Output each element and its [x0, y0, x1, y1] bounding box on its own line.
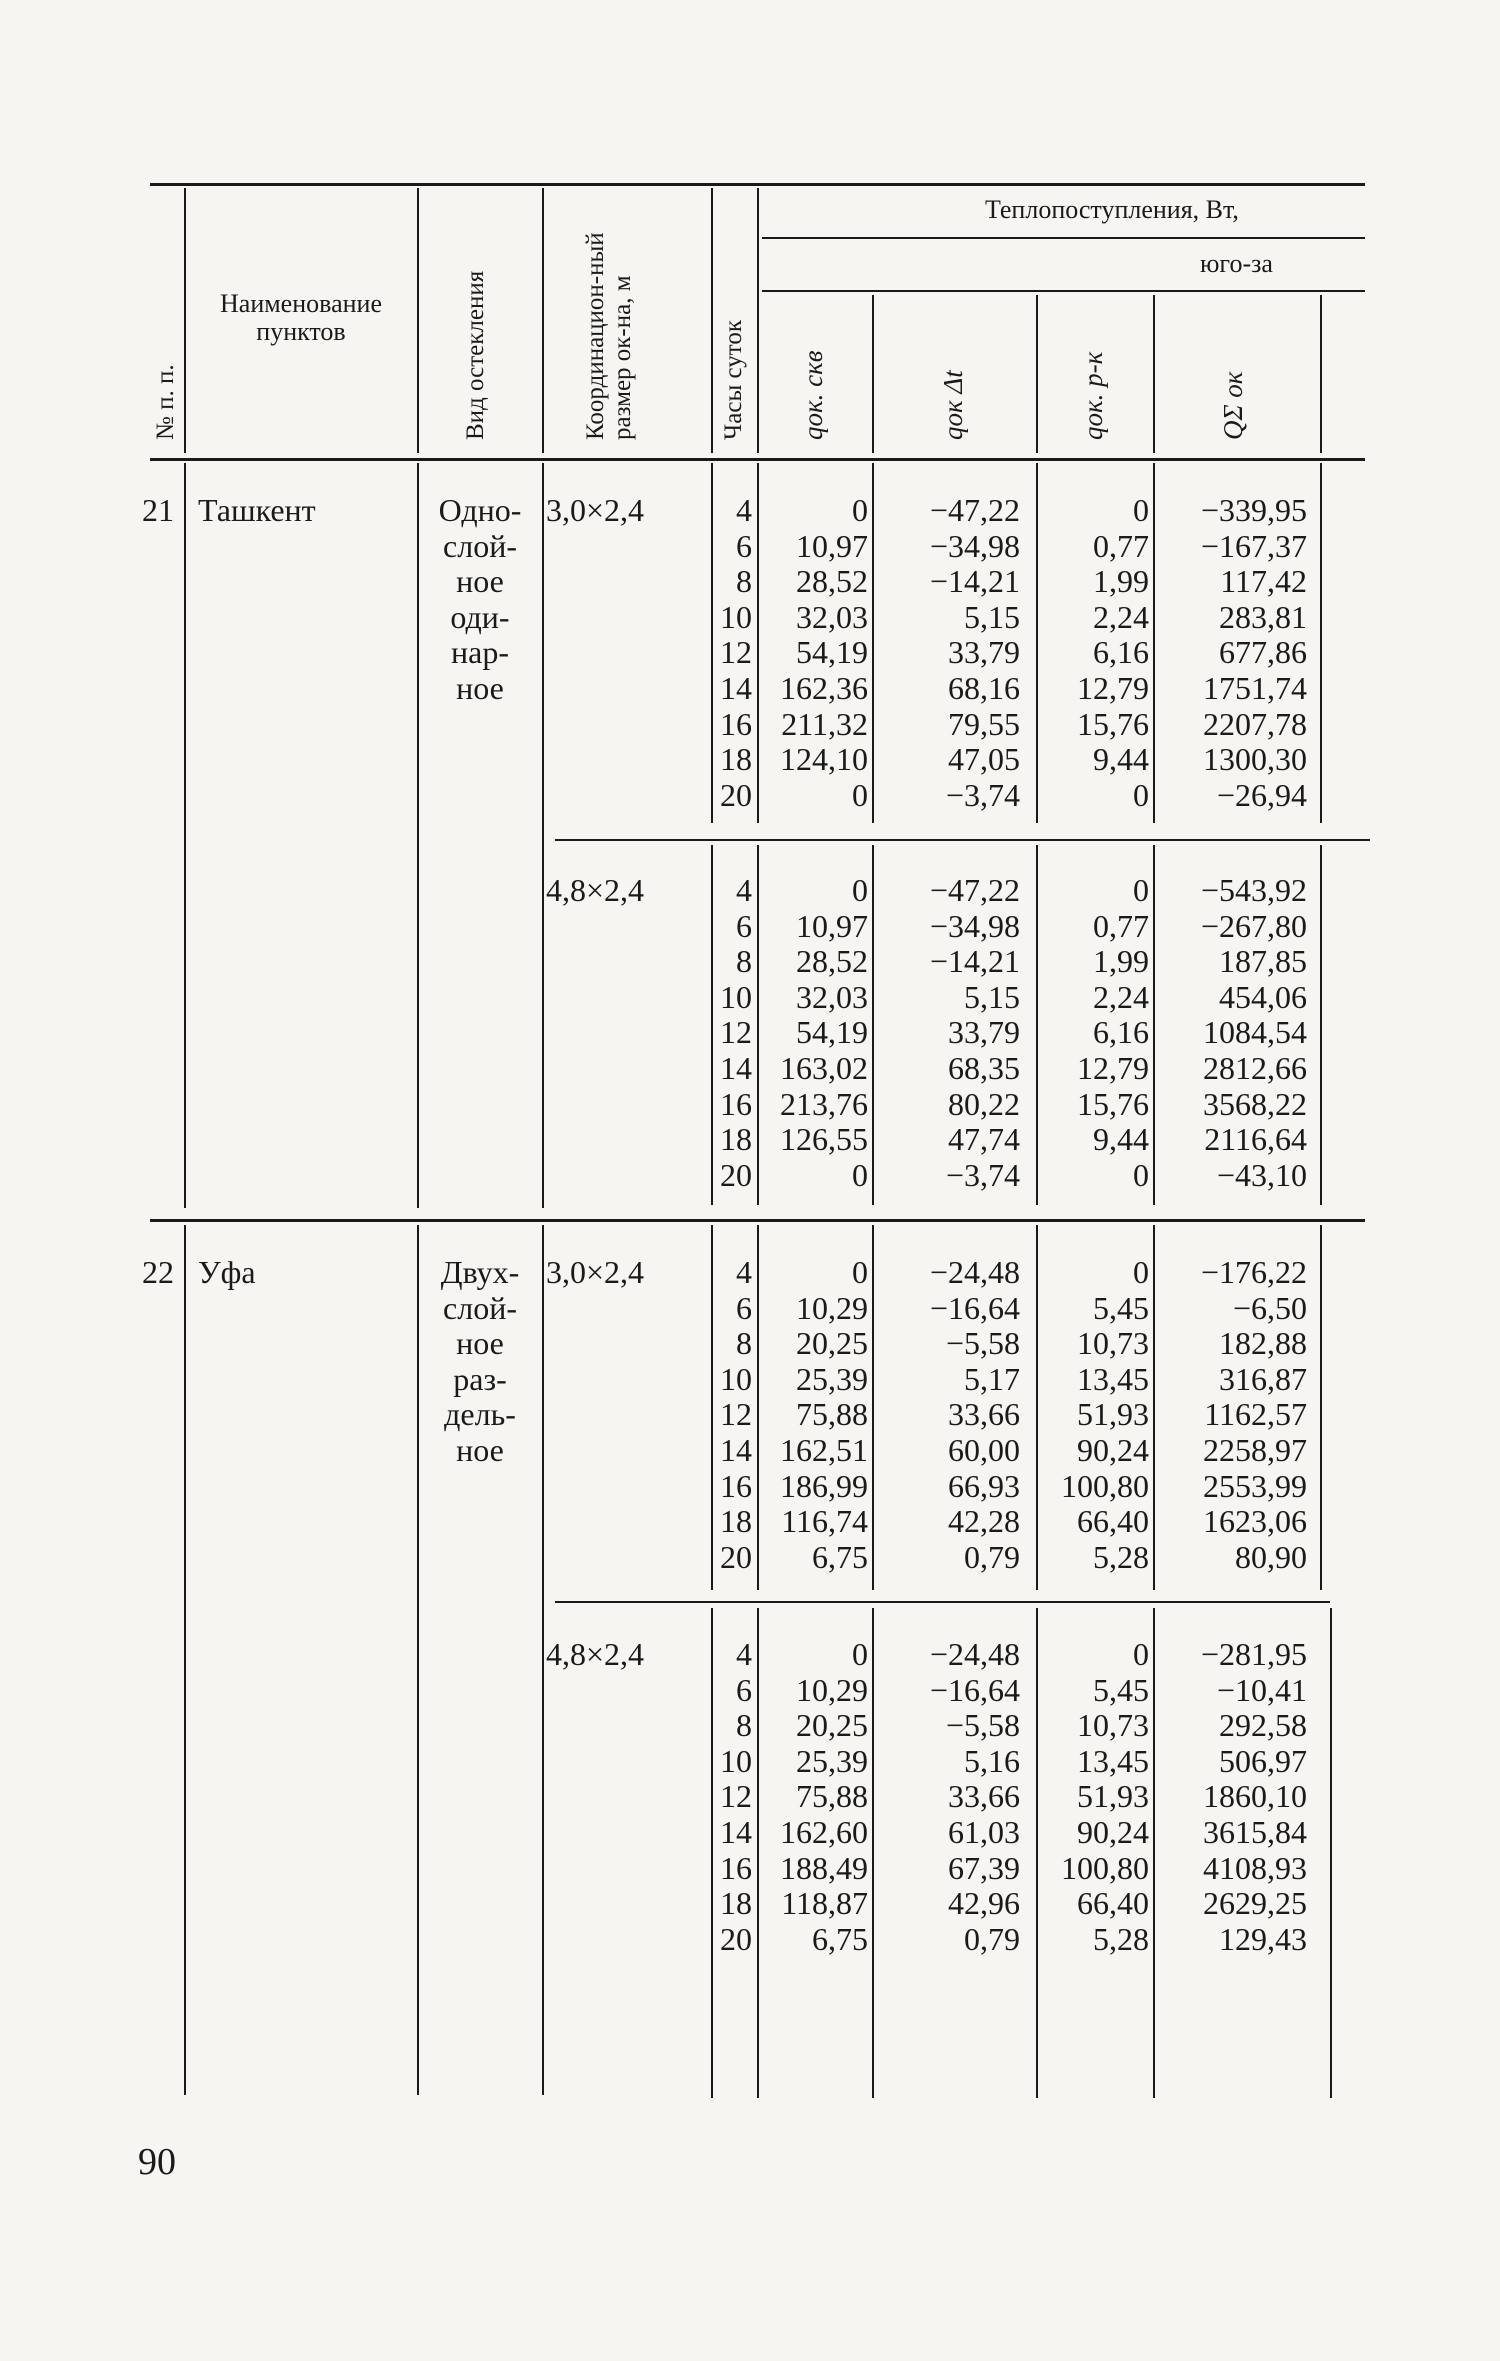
table-cell: 10 — [720, 1742, 752, 1779]
table-cell: 20,25 — [796, 1707, 868, 1744]
table-cell: 283,81 — [1219, 598, 1307, 635]
col-rule — [1320, 463, 1322, 823]
table-cell: 32,03 — [796, 598, 868, 635]
table-cell: 4 — [736, 1254, 752, 1290]
col-rule — [872, 295, 874, 453]
table-cell: 14 — [720, 1431, 752, 1468]
table-cell: 0 — [852, 492, 868, 528]
table-cell: 6 — [736, 1671, 752, 1708]
entry-separator — [150, 1219, 1365, 1222]
table-cell: 188,49 — [780, 1849, 868, 1886]
table-cell: 0 — [1133, 492, 1149, 528]
q-skv-column — [758, 1637, 868, 1957]
header-number: № п. п. — [152, 364, 179, 440]
table-cell: 5,15 — [964, 978, 1020, 1015]
table-cell: 25,39 — [796, 1360, 868, 1397]
table-cell: 33,79 — [948, 634, 1020, 671]
entry-name: Ташкент — [198, 492, 316, 528]
table-cell: 18 — [720, 1503, 752, 1540]
table-cell: 16 — [720, 1849, 752, 1886]
col-rule — [872, 1608, 874, 2098]
q-dt-column — [875, 493, 1020, 813]
table-cell: 68,35 — [948, 1049, 1020, 1086]
q-dt-column — [875, 1637, 1020, 1957]
block-size: 4,8×2,4 — [546, 1636, 645, 1672]
table-cell: −3,74 — [945, 1156, 1020, 1193]
table-cell: 10,29 — [796, 1671, 868, 1708]
table-cell: 163,02 — [780, 1049, 868, 1086]
table-cell: 100,80 — [1061, 1467, 1149, 1504]
table-cell: 213,76 — [780, 1085, 868, 1122]
table-cell: 124,10 — [780, 741, 868, 778]
table-cell: 12 — [720, 1778, 752, 1815]
table-cell: 0 — [852, 1156, 868, 1193]
entry-number: 21 — [142, 492, 174, 528]
table-cell: 20 — [720, 776, 752, 813]
table-cell: 5,45 — [1093, 1289, 1149, 1326]
table-cell: 80,22 — [948, 1085, 1020, 1122]
table-cell: 67,39 — [948, 1849, 1020, 1886]
col-rule — [184, 188, 186, 453]
col-rule — [757, 188, 759, 453]
table-cell: 10,29 — [796, 1289, 868, 1326]
table-cell: 2,24 — [1093, 598, 1149, 635]
table-cell: 117,42 — [1220, 563, 1307, 600]
table-cell: 6,16 — [1093, 634, 1149, 671]
table-cell: 1,99 — [1093, 563, 1149, 600]
table-cell: 12 — [720, 634, 752, 671]
q-skv-column — [758, 873, 868, 1193]
table-cell: 66,40 — [1077, 1503, 1149, 1540]
col-rule — [1320, 845, 1322, 1205]
table-cell: 54,19 — [796, 634, 868, 671]
table-cell: −6,50 — [1232, 1289, 1307, 1326]
col-rule — [872, 845, 874, 1205]
table-cell: −543,92 — [1200, 872, 1307, 908]
table-cell: 12,79 — [1077, 1049, 1149, 1086]
hours-column — [712, 1637, 752, 1957]
col-rule — [417, 463, 419, 1208]
table-cell: 66,93 — [948, 1467, 1020, 1504]
header-heat-gains: Теплопоступления, Вт, — [985, 195, 1239, 224]
table-cell: 12 — [720, 1014, 752, 1051]
hours-column — [712, 873, 752, 1193]
table-cell: 51,93 — [1077, 1396, 1149, 1433]
table-cell: 33,79 — [948, 1014, 1020, 1051]
table-cell: −14,21 — [929, 943, 1020, 980]
table-cell: 51,93 — [1077, 1778, 1149, 1815]
hours-column — [712, 1255, 752, 1575]
table-cell: 187,85 — [1219, 943, 1307, 980]
table-cell: 80,90 — [1235, 1538, 1307, 1575]
table-cell: 2629,25 — [1203, 1885, 1307, 1922]
table-cell: −339,95 — [1200, 492, 1307, 528]
table-cell: 16 — [720, 705, 752, 742]
page-number: 90 — [138, 2141, 176, 2183]
table-cell: −24,48 — [929, 1254, 1020, 1290]
entry-glazing: Одно- слой- ное оди- нар- ное — [438, 492, 522, 706]
col-rule — [1320, 295, 1322, 453]
table-cell: 0 — [1133, 1156, 1149, 1193]
table-cell: 20 — [720, 1156, 752, 1193]
table-cell: 2553,99 — [1203, 1467, 1307, 1504]
table-cell: 5,28 — [1093, 1920, 1149, 1957]
q-skv-column — [758, 1255, 868, 1575]
table-top-rule — [150, 183, 1365, 186]
col-rule — [1330, 1608, 1332, 2098]
table-cell: −43,10 — [1216, 1156, 1307, 1193]
table-cell: 9,44 — [1093, 741, 1149, 778]
header-name: Наименование пунктов — [220, 289, 382, 346]
table-cell: 1,99 — [1093, 943, 1149, 980]
table-cell: −34,98 — [929, 527, 1020, 564]
table-cell: 6 — [736, 907, 752, 944]
block-separator-22 — [555, 1601, 1330, 1603]
table-cell: 54,19 — [796, 1014, 868, 1051]
header-subgroup-rule — [762, 290, 1365, 292]
table-cell: −176,22 — [1200, 1254, 1307, 1290]
table-cell: 2207,78 — [1203, 705, 1307, 742]
table-cell: −267,80 — [1200, 907, 1307, 944]
table-cell: 182,88 — [1219, 1325, 1307, 1362]
header-orientation: юго-за — [1200, 249, 1273, 278]
table-cell: 90,24 — [1077, 1813, 1149, 1850]
table-cell: 8 — [736, 1707, 752, 1744]
table-cell: 126,55 — [780, 1121, 868, 1158]
table-cell: 32,03 — [796, 978, 868, 1015]
table-cell: 1084,54 — [1203, 1014, 1307, 1051]
table-cell: 10,97 — [796, 527, 868, 564]
header-q-sum: QΣ ок — [1218, 371, 1248, 440]
table-cell: 28,52 — [796, 563, 868, 600]
table-cell: 10 — [720, 1360, 752, 1397]
q-rk-column — [1038, 493, 1149, 813]
table-cell: −34,98 — [929, 907, 1020, 944]
col-rule — [711, 188, 713, 453]
table-cell: 28,52 — [796, 943, 868, 980]
q-dt-column — [875, 873, 1020, 1193]
table-cell: −24,48 — [929, 1636, 1020, 1672]
table-cell: 8 — [736, 1325, 752, 1362]
table-cell: 8 — [736, 563, 752, 600]
table-cell: 186,99 — [780, 1467, 868, 1504]
table-cell: 12 — [720, 1396, 752, 1433]
table-cell: 4 — [736, 872, 752, 908]
table-cell: 14 — [720, 669, 752, 706]
header-q-dt: qок Δt — [938, 370, 968, 440]
table-cell: 1300,30 — [1203, 741, 1307, 778]
q-sum-column — [1155, 1637, 1307, 1957]
table-cell: 42,96 — [948, 1885, 1020, 1922]
table-cell: −16,64 — [929, 1671, 1020, 1708]
q-dt-column — [875, 1255, 1020, 1575]
entry-number: 22 — [142, 1254, 174, 1290]
table-cell: 6 — [736, 527, 752, 564]
header-glazing: Вид остекления — [462, 270, 489, 440]
table-cell: 454,06 — [1219, 978, 1307, 1015]
table-cell: 20,25 — [796, 1325, 868, 1362]
table-cell: 16 — [720, 1085, 752, 1122]
entry-name: Уфа — [198, 1254, 256, 1290]
table-cell: 15,76 — [1077, 1085, 1149, 1122]
table-cell: 10,73 — [1077, 1707, 1149, 1744]
table-cell: −26,94 — [1216, 776, 1307, 813]
table-cell: 25,39 — [796, 1742, 868, 1779]
table-cell: 10 — [720, 598, 752, 635]
table-cell: 1751,74 — [1203, 669, 1307, 706]
block-separator-21 — [555, 839, 1370, 841]
col-rule — [872, 463, 874, 823]
table-cell: −5,58 — [945, 1325, 1020, 1362]
table-cell: −3,74 — [945, 776, 1020, 813]
table-cell: 677,86 — [1219, 634, 1307, 671]
table-cell: 68,16 — [948, 669, 1020, 706]
table-cell: 1623,06 — [1203, 1503, 1307, 1540]
table-cell: 1860,10 — [1203, 1778, 1307, 1815]
table-cell: 0 — [1133, 776, 1149, 813]
table-cell: −14,21 — [929, 563, 1020, 600]
col-rule — [1320, 1225, 1322, 1590]
table-cell: −10,41 — [1216, 1671, 1307, 1708]
table-cell: 0 — [1133, 872, 1149, 908]
col-rule — [872, 1225, 874, 1590]
table-cell: 47,05 — [948, 741, 1020, 778]
table-cell: 0,77 — [1093, 527, 1149, 564]
table-cell: 8 — [736, 943, 752, 980]
table-cell: 79,55 — [948, 705, 1020, 742]
q-sum-column — [1155, 1255, 1307, 1575]
table-cell: 18 — [720, 1121, 752, 1158]
table-cell: 6 — [736, 1289, 752, 1326]
table-cell: 0 — [1133, 1636, 1149, 1672]
col-rule — [184, 1225, 186, 2095]
table-cell: 18 — [720, 741, 752, 778]
table-cell: 2,24 — [1093, 978, 1149, 1015]
table-cell: 90,24 — [1077, 1431, 1149, 1468]
table-cell: 5,15 — [964, 598, 1020, 635]
table-cell: 66,40 — [1077, 1885, 1149, 1922]
table-cell: 506,97 — [1219, 1742, 1307, 1779]
table-cell: −167,37 — [1200, 527, 1307, 564]
table-cell: 0 — [852, 776, 868, 813]
table-cell: 6,16 — [1093, 1014, 1149, 1051]
table-cell: 16 — [720, 1467, 752, 1504]
table-cell: 5,28 — [1093, 1538, 1149, 1575]
col-rule — [542, 463, 544, 1208]
table-cell: 10,97 — [796, 907, 868, 944]
table-cell: 14 — [720, 1813, 752, 1850]
table-cell: 116,74 — [781, 1503, 868, 1540]
table-cell: 20 — [720, 1538, 752, 1575]
table-cell: 12,79 — [1077, 669, 1149, 706]
table-cell: 5,16 — [964, 1742, 1020, 1779]
table-cell: 75,88 — [796, 1778, 868, 1815]
hours-column — [712, 493, 752, 813]
table-cell: 33,66 — [948, 1396, 1020, 1433]
table-cell: 20 — [720, 1920, 752, 1957]
table-cell: −16,64 — [929, 1289, 1020, 1326]
table-cell: 5,45 — [1093, 1671, 1149, 1708]
table-cell: 6,75 — [812, 1538, 868, 1575]
table-cell: 4 — [736, 1636, 752, 1672]
table-cell: 42,28 — [948, 1503, 1020, 1540]
table-cell: 0,77 — [1093, 907, 1149, 944]
table-cell: −47,22 — [929, 872, 1020, 908]
q-rk-column — [1038, 1255, 1149, 1575]
table-cell: 0,79 — [964, 1920, 1020, 1957]
table-cell: 0 — [1133, 1254, 1149, 1290]
table-cell: −281,95 — [1200, 1636, 1307, 1672]
table-cell: 0 — [852, 1636, 868, 1672]
table-cell: 10,73 — [1077, 1325, 1149, 1362]
table-cell: 75,88 — [796, 1396, 868, 1433]
col-rule — [417, 188, 419, 453]
q-skv-column — [758, 493, 868, 813]
col-rule — [417, 1225, 419, 2095]
table-cell: 4108,93 — [1203, 1849, 1307, 1886]
col-rule — [542, 188, 544, 453]
header-q-skv: qок. скв — [798, 350, 828, 440]
table-cell: 14 — [720, 1049, 752, 1086]
table-cell: 3615,84 — [1203, 1813, 1307, 1850]
block-size: 4,8×2,4 — [546, 872, 645, 908]
table-cell: 0 — [852, 1254, 868, 1290]
table-cell: 61,03 — [948, 1813, 1020, 1850]
table-cell: 100,80 — [1061, 1849, 1149, 1886]
table-cell: 0 — [852, 872, 868, 908]
q-rk-column — [1038, 1637, 1149, 1957]
header-bottom-rule — [150, 458, 1365, 461]
q-sum-column — [1155, 493, 1307, 813]
table-cell: 15,76 — [1077, 705, 1149, 742]
col-rule — [542, 1225, 544, 2095]
table-cell: 2258,97 — [1203, 1431, 1307, 1468]
table-cell: 33,66 — [948, 1778, 1020, 1815]
table-cell: −47,22 — [929, 492, 1020, 528]
table-cell: 13,45 — [1077, 1360, 1149, 1397]
header-q-rk: qок. р-к — [1078, 351, 1108, 440]
table-cell: 10 — [720, 978, 752, 1015]
header-hours: Часы суток — [720, 320, 747, 440]
col-rule — [1153, 295, 1155, 453]
table-cell: 162,51 — [780, 1431, 868, 1468]
table-cell: 1162,57 — [1204, 1396, 1307, 1433]
header-group-rule — [762, 237, 1365, 239]
table-cell: 3568,22 — [1203, 1085, 1307, 1122]
table-cell: 4 — [736, 492, 752, 528]
block-size: 3,0×2,4 — [546, 492, 645, 528]
block-size: 3,0×2,4 — [546, 1254, 645, 1290]
q-sum-column — [1155, 873, 1307, 1193]
table-cell: 292,58 — [1219, 1707, 1307, 1744]
table-cell: 2116,64 — [1204, 1121, 1307, 1158]
table-cell: 316,87 — [1219, 1360, 1307, 1397]
table-cell: 211,32 — [781, 705, 868, 742]
table-cell: 162,60 — [780, 1813, 868, 1850]
table-cell: 5,17 — [964, 1360, 1020, 1397]
table-cell: 129,43 — [1219, 1920, 1307, 1957]
table-cell: 2812,66 — [1203, 1049, 1307, 1086]
table-cell: 118,87 — [781, 1885, 868, 1922]
header-window-size: Координацион-ный размер ок-на, м — [582, 232, 636, 440]
col-rule — [1036, 295, 1038, 453]
table-cell: 60,00 — [948, 1431, 1020, 1468]
table-cell: −5,58 — [945, 1707, 1020, 1744]
table-cell: 13,45 — [1077, 1742, 1149, 1779]
table-cell: 18 — [720, 1885, 752, 1922]
table-cell: 6,75 — [812, 1920, 868, 1957]
table-cell: 162,36 — [780, 669, 868, 706]
q-rk-column — [1038, 873, 1149, 1193]
col-rule — [184, 463, 186, 1208]
entry-glazing: Двух- слой- ное раз- дель- ное — [440, 1254, 520, 1468]
table-cell: 47,74 — [948, 1121, 1020, 1158]
table-cell: 9,44 — [1093, 1121, 1149, 1158]
table-cell: 0,79 — [964, 1538, 1020, 1575]
